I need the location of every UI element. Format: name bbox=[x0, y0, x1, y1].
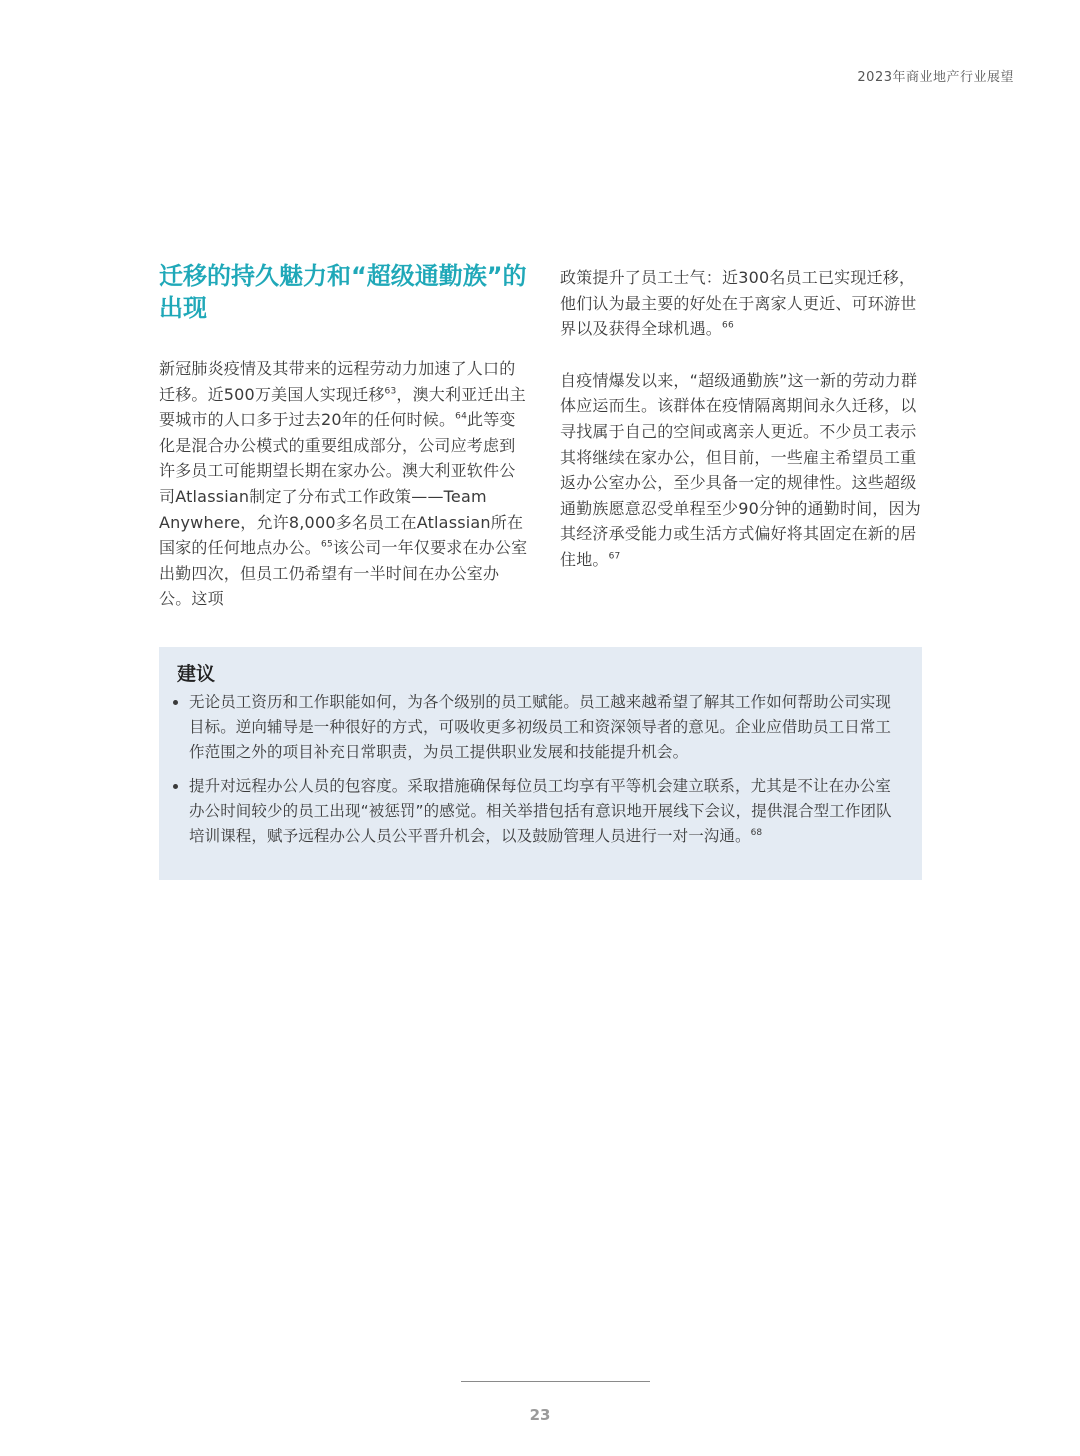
text-run: 自疫情爆发以来，“超级通勤族”这一新的劳动力群体应运而生。该群体在疫情隔离期间永久迁移，以寻找属于自己的空间或离亲人更近。不少员工表示其将继续在家办公，但目前，一些雇主希望员工重返办公室办公，至少具备一定的规律性。这些超级通勤族愿意忍受单程至少90分钟的通勤时间，因为其经济承受能力或生活方式偏好将其固定在新的居住地。 bbox=[560, 370, 921, 569]
footnote-ref: 68 bbox=[750, 827, 763, 838]
recommendation-item bbox=[177, 774, 904, 849]
footnote-ref: 64 bbox=[455, 411, 468, 422]
right-column bbox=[560, 265, 926, 573]
recommendations-list bbox=[177, 690, 904, 849]
bullet-icon bbox=[173, 784, 178, 789]
footer-divider bbox=[461, 1381, 650, 1382]
page-number: 23 bbox=[529, 1406, 551, 1424]
footnote-ref: 63 bbox=[384, 386, 397, 397]
footnote-ref: 66 bbox=[722, 320, 734, 331]
footnote-ref: 65 bbox=[321, 539, 333, 550]
bullet-icon bbox=[173, 700, 178, 705]
right-paragraph-2 bbox=[560, 368, 926, 573]
text-run: 新冠肺炎疫情及其带来的远程劳动力加速了人口的迁移。近500万美国人实现迁移 bbox=[159, 359, 516, 404]
text-run: ，澳大利亚迁出主要城市的人口多于过去20年的任何时候。 bbox=[159, 384, 527, 430]
recommendations-box bbox=[159, 647, 922, 880]
footnote-ref: 67 bbox=[608, 551, 621, 562]
recommendation-text: 无论员工资历和工作职能如何，为各个级别的员工赋能。员工越来越希望了解其工作如何帮助公司实现目标。逆向辅导是一种很好的方式，可吸收更多初级员工和资深领导者的意见。企业应借助员工日常工作范围之外的项目补充日常职责，为员工提供职业发展和技能提升机会。 bbox=[189, 693, 892, 761]
recommendations-title: 建议 bbox=[177, 663, 216, 685]
left-column bbox=[159, 260, 531, 612]
text-run: 此等变化是混合办公模式的重要组成部分，公司应考虑到许多员工可能期望长期在家办公。澳大利亚软件公司Atlassian制定了分布式工作政策——Team Anywhere，允许8,000多名员工在Atlassian所在国家的任何地点办公。 bbox=[159, 410, 524, 558]
section-title: 迁移的持久魅力和“超级通勤族”的出现 bbox=[159, 262, 527, 322]
text-run: 该公司一年仅要求在办公室出勤四次，但员工仍希望有一半时间在办公室办公。这项 bbox=[159, 538, 528, 609]
running-header: 2023年商业地产行业展望 bbox=[857, 70, 1014, 85]
right-paragraph-1 bbox=[560, 265, 926, 342]
recommendation-text: 提升对远程办公人员的包容度。采取措施确保每位员工均享有平等机会建立联系，尤其是不让在办公室办公时间较少的员工出现“被惩罚”的感觉。相关举措包括有意识地开展线下会议，提供混合型工作团队培训课程，赋予远程办公人员公平晋升机会，以及鼓励管理人员进行一对一沟通。 bbox=[189, 777, 892, 845]
recommendation-item bbox=[177, 690, 904, 765]
left-paragraph bbox=[159, 356, 531, 612]
text-run: 政策提升了员工士气：近300名员工已实现迁移，他们认为最主要的好处在于离家人更近、可环游世界以及获得全球机遇。 bbox=[560, 268, 917, 339]
